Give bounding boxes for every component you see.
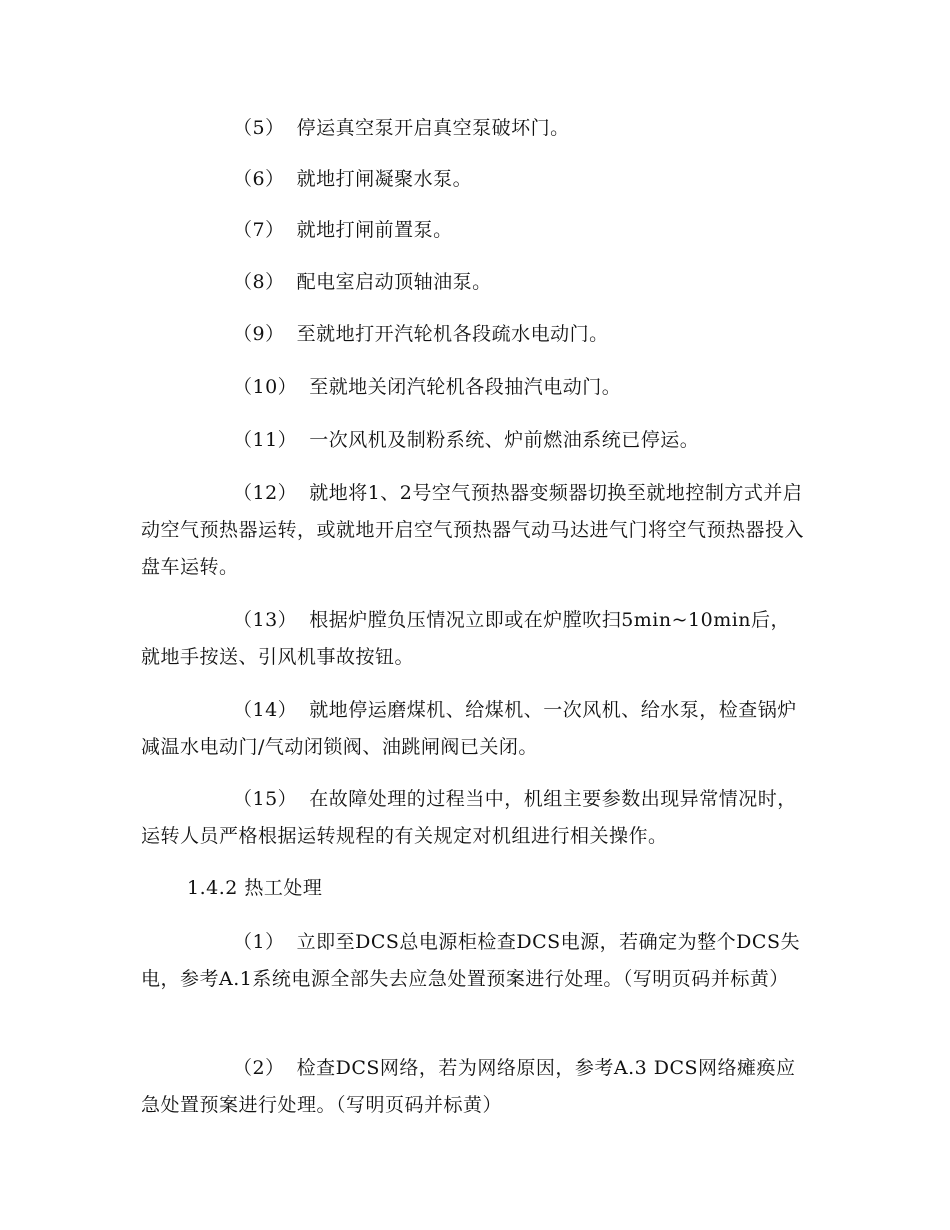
item-text: 配电室启动顶轴油泵。 — [296, 271, 492, 293]
item-text: 至就地关闭汽轮机各段抽汽电动门。 — [309, 376, 622, 398]
item-text: 就地将1、2号空气预热器变频器切换至就地控制方式并启动空气预热器运转，或就地开启空气预热器气动马达进气门将空气预热器投入盘车运转。 — [141, 482, 805, 578]
item-number: （14） — [233, 699, 298, 721]
item-number: （5） — [233, 117, 285, 139]
item-text: 停运真空泵开启真空泵破坏门。 — [296, 117, 570, 139]
list-item — [141, 781, 809, 855]
item-text: 一次风机及制粉系统、炉前燃油系统已停运。 — [309, 429, 700, 451]
item-text: 就地停运磨煤机、给煤机、一次风机、给水泵，检查锅炉减温水电动门/气动闭锁阀、油跳闸阀已关闭。 — [141, 699, 797, 758]
list-item — [141, 475, 809, 586]
list-item — [141, 264, 809, 301]
item-text: 根据炉膛负压情况立即或在炉膛吹扫5min~10min后，就地手按送、引风机事故按钮。 — [141, 609, 791, 668]
item-text: 就地打闸前置泵。 — [296, 219, 453, 241]
list-item — [141, 369, 809, 406]
list-item — [141, 602, 809, 676]
section-heading: 1.4.2 热工处理 — [187, 877, 323, 899]
item-number: （1） — [233, 931, 285, 953]
list-item — [141, 1050, 809, 1124]
item-number: （15） — [233, 788, 298, 810]
list-item — [141, 692, 809, 766]
item-text: 立即至DCS总电源柜检查DCS电源，若确定为整个DCS失电，参考A.1系统电源全部失去应急处置预案进行处理。（写明页码并标黄） — [141, 931, 800, 990]
item-text: 就地打闸凝聚水泵。 — [296, 168, 473, 190]
item-text: 检查DCS网络，若为网络原因，参考A.3 DCS网络瘫痪应急处置预案进行处理。（写明页码并标黄） — [141, 1057, 796, 1116]
list-item — [141, 924, 809, 998]
item-number: （12） — [233, 482, 298, 504]
item-text: 至就地打开汽轮机各段疏水电动门。 — [296, 323, 609, 345]
list-item — [141, 316, 809, 353]
item-number: （11） — [233, 429, 298, 451]
item-number: （13） — [233, 609, 298, 631]
item-number: （7） — [233, 219, 285, 241]
list-item — [141, 212, 809, 249]
list-item — [141, 110, 809, 147]
item-number: （10） — [233, 376, 298, 398]
item-text: 在故障处理的过程当中，机组主要参数出现异常情况时，运转人员严格根据运转规程的有关规定对机组进行相关操作。 — [141, 788, 797, 847]
list-item — [141, 161, 809, 198]
item-number: （6） — [233, 168, 285, 190]
item-number: （8） — [233, 271, 285, 293]
item-number: （2） — [233, 1057, 285, 1079]
item-number: （9） — [233, 323, 285, 345]
list-item — [141, 422, 809, 459]
